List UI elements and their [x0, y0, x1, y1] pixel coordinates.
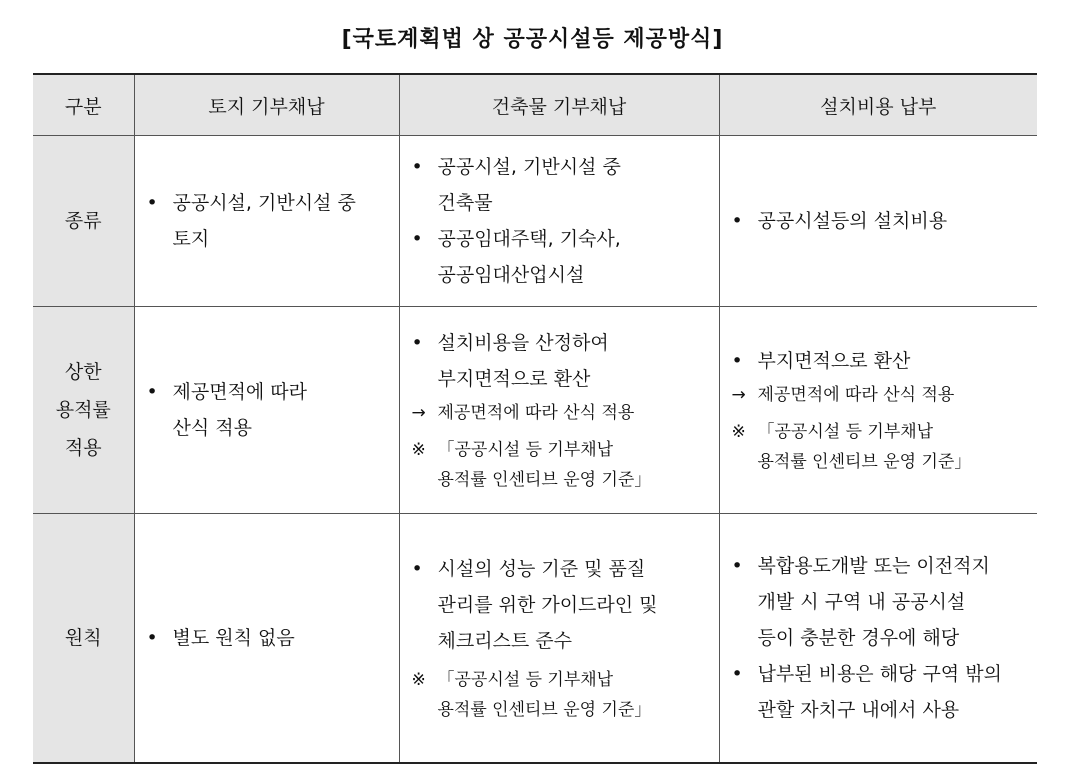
reference-note: ※ 「공공시설 등 기부채납 용적률 인센티브 운영 기준」 — [412, 435, 707, 495]
bullet-icon: • — [731, 210, 743, 232]
bullet-item: • 시설의 성능 기준 및 품질 관리를 위한 가이드라인 및 체크리스트 준수 — [412, 551, 707, 659]
header-row — [33, 74, 1037, 136]
cell-land — [134, 514, 399, 764]
reference-note: ※ 「공공시설 등 기부채납 용적률 인센티브 운영 기준」 — [732, 417, 1026, 477]
bullet-item: • 공공시설등의 설치비용 — [732, 203, 1026, 239]
bullet-icon: • — [731, 350, 743, 372]
arrow-icon: → — [411, 403, 426, 423]
bullet-icon: • — [146, 381, 158, 403]
cell-land — [134, 136, 399, 307]
row-header-line: 적용 — [64, 437, 102, 459]
note-mark-icon: ※ — [731, 422, 746, 442]
row-header-line: 상한 — [64, 361, 102, 383]
bullet-icon: • — [731, 663, 743, 685]
bullet-item: • 복합용도개발 또는 이전적지 개발 시 구역 내 공공시설 등이 충분한 경우에 해당 — [732, 548, 1026, 656]
reference-note: ※ 「공공시설 등 기부채납 용적률 인센티브 운영 기준」 — [412, 665, 707, 725]
cell-cost — [719, 514, 1037, 764]
row-header — [33, 136, 134, 307]
row-header-line: 원칙 — [64, 627, 102, 649]
arrow-icon: → — [731, 385, 746, 405]
note-mark-icon: ※ — [411, 670, 426, 690]
bullet-icon: • — [411, 156, 423, 178]
note-mark-icon: ※ — [411, 440, 426, 460]
bullet-item: • 납부된 비용은 해당 구역 밖의 관할 자치구 내에서 사용 — [732, 656, 1026, 728]
table-row-type — [33, 136, 1037, 307]
bullet-icon: • — [411, 228, 423, 250]
row-header — [33, 514, 134, 764]
cell-cost — [719, 307, 1037, 514]
bullet-item: • 공공시설, 기반시설 중 토지 — [147, 185, 387, 257]
row-header-line: 종류 — [64, 210, 102, 232]
row-header — [33, 307, 134, 514]
cell-land — [134, 307, 399, 514]
bullet-icon: • — [146, 192, 158, 214]
bullet-item: • 제공면적에 따라 산식 적용 — [147, 374, 387, 446]
header-land-donation: 토지 기부채납 — [134, 74, 399, 136]
bullet-item: • 별도 원칙 없음 — [147, 620, 387, 656]
cell-building — [399, 136, 719, 307]
document-title: [국토계획법 상 공공시설등 제공방식] — [341, 27, 724, 52]
header-building-donation: 건축물 기부채납 — [399, 74, 719, 136]
arrow-note: → 제공면적에 따라 산식 적용 — [412, 397, 707, 429]
header-category: 구분 — [33, 74, 134, 136]
provision-methods-table — [33, 73, 1037, 764]
cell-building — [399, 514, 719, 764]
bullet-item: • 공공시설, 기반시설 중 건축물 — [412, 149, 707, 221]
cell-cost — [719, 136, 1037, 307]
bullet-icon: • — [411, 558, 423, 580]
table-row-far-limit — [33, 307, 1037, 514]
bullet-item: • 공공임대주택, 기숙사, 공공임대산업시설 — [412, 221, 707, 293]
bullet-icon: • — [411, 332, 423, 354]
bullet-icon: • — [146, 627, 158, 649]
bullet-item: • 부지면적으로 환산 — [732, 343, 1026, 379]
row-header-line: 용적률 — [55, 399, 111, 421]
header-cost-payment: 설치비용 납부 — [719, 74, 1037, 136]
table-row-principle — [33, 514, 1037, 764]
arrow-note: → 제공면적에 따라 산식 적용 — [732, 379, 1026, 411]
bullet-item: • 설치비용을 산정하여 부지면적으로 환산 — [412, 325, 707, 397]
bullet-icon: • — [731, 555, 743, 577]
cell-building — [399, 307, 719, 514]
